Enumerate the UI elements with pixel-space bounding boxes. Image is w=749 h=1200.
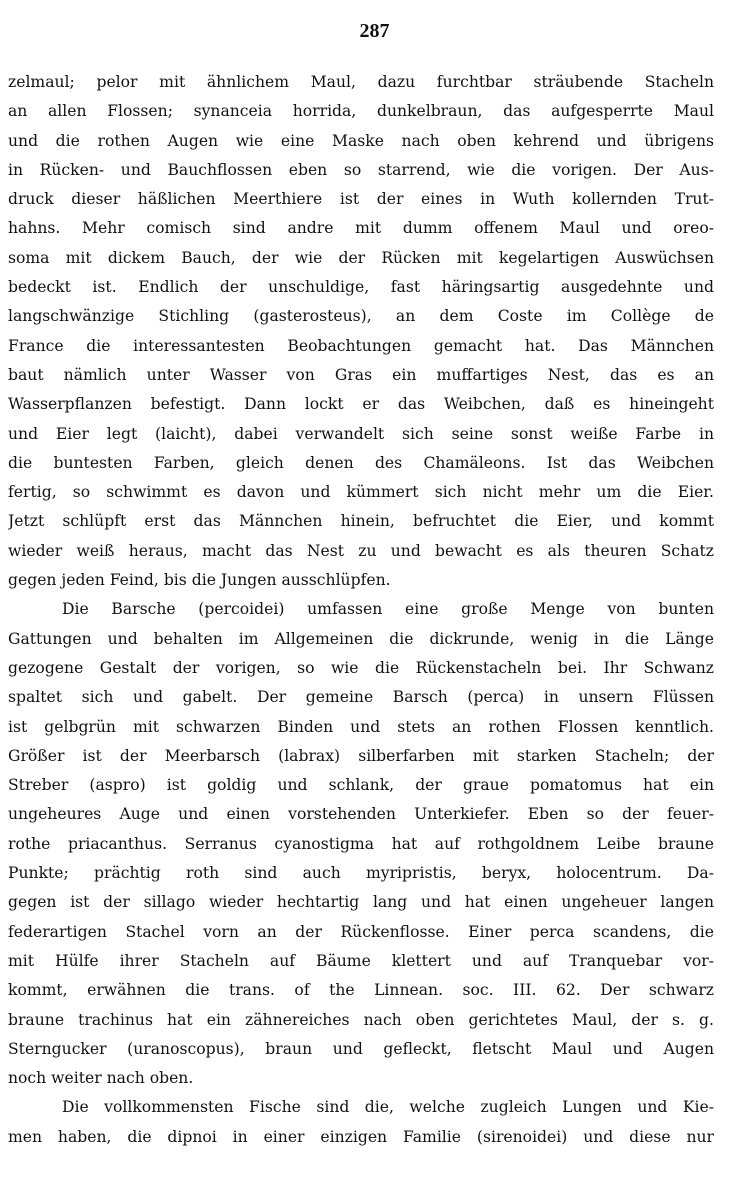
text-line: fertig, so schwimmt es davon und kümmert sich nicht mehr um die Eier. — [8, 483, 714, 502]
text-line: und Eier legt (laicht), dabei verwandelt sich seine sonst weiße Farbe in — [8, 424, 714, 443]
text-line: Streber (aspro) ist goldig und schlank, der graue pomatomus hat ein — [8, 776, 714, 795]
text-line: und die rothen Augen wie eine Maske nach oben kehrend und übrigens — [8, 131, 714, 150]
text-line: Punkte; prächtig roth sind auch myripristis, beryx, holocentrum. Da- — [8, 864, 714, 883]
text-line: ungeheures Auge und einen vorstehenden Unterkiefer. Eben so der feuer- — [8, 805, 714, 824]
body-text — [8, 68, 714, 1152]
text-line: Die vollkommensten Fische sind die, welche zugleich Lungen und Kie- — [62, 1098, 714, 1117]
text-line: Gattungen und behalten im Allgemeinen die dickrunde, wenig in die Länge — [8, 629, 714, 648]
text-line: rothe priacanthus. Serranus cyanostigma hat auf rothgoldnem Leibe braune — [8, 834, 714, 853]
text-line: kommt, erwähnen die trans. of the Linnean. soc. III. 62. Der schwarz — [8, 981, 714, 1000]
text-line: federartigen Stachel vorn an der Rückenflosse. Einer perca scandens, die — [8, 922, 714, 941]
text-line: Sterngucker (uranoscopus), braun und gefleckt, fletscht Maul und Augen — [8, 1039, 714, 1058]
text-line: die buntesten Farben, gleich denen des Chamäleons. Ist das Weibchen — [8, 453, 714, 472]
text-line: gegen ist der sillago wieder hechtartig lang und hat einen ungeheuer langen — [8, 893, 714, 912]
text-line: hahns. Mehr comisch sind andre mit dumm offenem Maul und oreo- — [8, 219, 714, 238]
text-line: zelmaul; pelor mit ähnlichem Maul, dazu furchtbar sträubende Stacheln — [8, 73, 714, 91]
text-line: in Rücken- und Bauchflossen eben so starrend, wie die vorigen. Der Aus- — [8, 160, 714, 179]
text-line: Jetzt schlüpft erst das Männchen hinein, befruchtet die Eier, und kommt — [8, 512, 714, 531]
text-line: bedeckt ist. Endlich der unschuldige, fast häringsartig ausgedehnte und — [8, 278, 714, 297]
text-line: mit Hülfe ihrer Stacheln auf Bäume klettert und auf Tranquebar vor- — [8, 951, 714, 970]
text-line: spaltet sich und gabelt. Der gemeine Barsch (perca) in unsern Flüssen — [8, 688, 714, 707]
text-line: Wasserpflanzen befestigt. Dann lockt er das Weibchen, daß es hineingeht — [8, 395, 714, 414]
text-line: druck dieser häßlichen Meerthiere ist der eines in Wuth kollernden Trut- — [8, 190, 714, 209]
text-line: France die interessantesten Beobachtungen gemacht hat. Das Männchen — [8, 336, 714, 355]
text-line: men haben, die dipnoi in einer einzigen Familie (sirenoidei) und diese nur — [8, 1127, 714, 1146]
text-line: langschwänzige Stichling (gasterosteus), an dem Coste im Collège de — [8, 307, 714, 326]
text-line: an allen Flossen; synanceia horrida, dunkelbraun, das aufgesperrte Maul — [8, 102, 714, 121]
text-line: ist gelbgrün mit schwarzen Binden und stets an rothen Flossen kenntlich. — [8, 717, 714, 736]
text-line: noch weiter nach oben. — [8, 1069, 194, 1088]
text-line: braune trachinus hat ein zähnereiches nach oben gerichtetes Maul, der s. g. — [8, 1010, 714, 1029]
text-line: gegen jeden Feind, bis die Jungen ausschlüpfen. — [8, 571, 391, 590]
text-line: Die Barsche (percoidei) umfassen eine große Menge von bunten — [62, 600, 714, 619]
page-number: 287 — [359, 20, 390, 42]
text-line: baut nämlich unter Wasser von Gras ein muffartiges Nest, das es an — [8, 365, 714, 384]
text-line: Größer ist der Meerbarsch (labrax) silberfarben mit starken Stacheln; der — [8, 746, 714, 765]
text-line: wieder weiß heraus, macht das Nest zu und bewacht es als theuren Schatz — [8, 541, 714, 560]
text-line: gezogene Gestalt der vorigen, so wie die Rückenstacheln bei. Ihr Schwanz — [8, 658, 714, 677]
text-line: soma mit dickem Bauch, der wie der Rücken mit kegelartigen Auswüchsen — [8, 248, 714, 267]
